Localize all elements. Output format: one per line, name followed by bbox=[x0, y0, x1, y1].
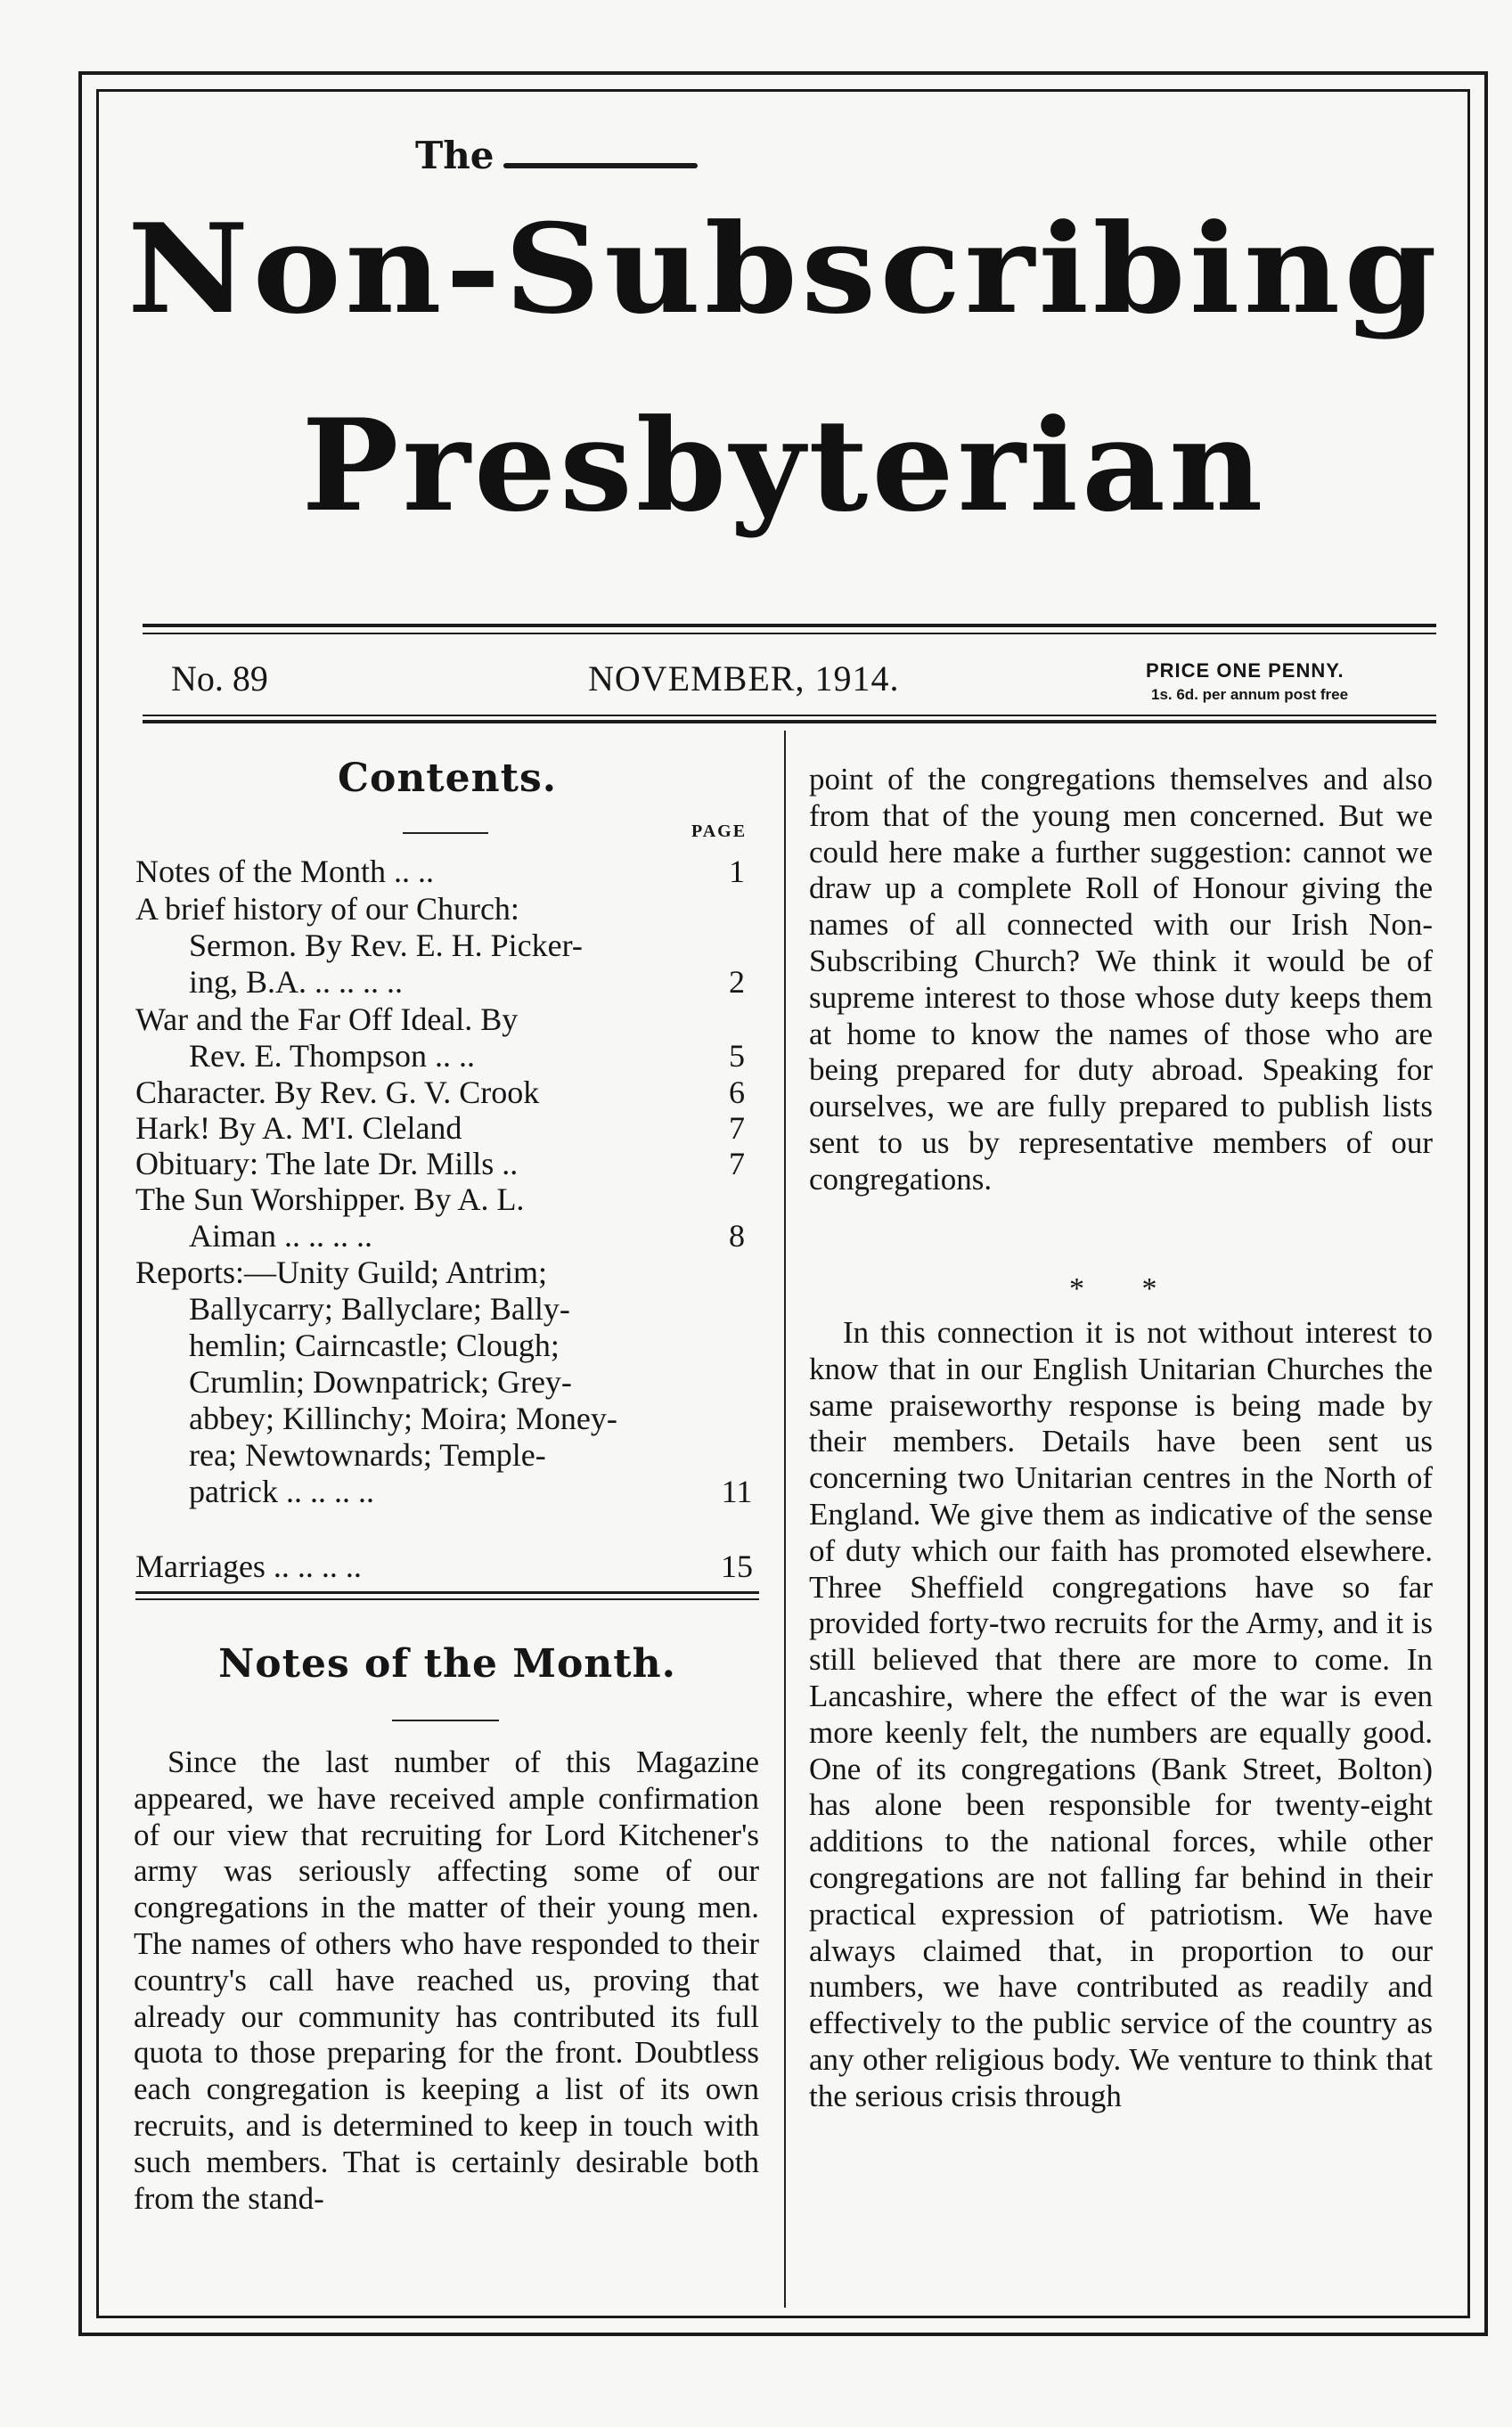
notes-left-column bbox=[134, 1745, 759, 2217]
contents-entry-page: 15 bbox=[721, 1549, 753, 1584]
contents-entry-page: 11 bbox=[721, 1474, 753, 1509]
contents-entry bbox=[135, 1146, 759, 1182]
header-rule-thick bbox=[143, 720, 1436, 723]
contents-heading: Contents. bbox=[337, 756, 558, 801]
contents-entry-line: Sermon. By Rev. E. H. Picker- bbox=[189, 927, 583, 963]
contents-entry-line: Rev. E. Thompson .. .. bbox=[189, 1038, 475, 1074]
contents-entry-page: 7 bbox=[729, 1110, 745, 1146]
contents-entry-line: Marriages .. .. .. .. bbox=[135, 1549, 362, 1584]
notes-heading-rule bbox=[392, 1720, 499, 1721]
contents-entry-page: 1 bbox=[729, 854, 745, 889]
contents-entry-line: Ballycarry; Ballyclare; Bally- bbox=[189, 1291, 570, 1327]
issue-number: No. 89 bbox=[171, 658, 268, 699]
contents-entry-line: A brief history of our Church: bbox=[135, 891, 519, 927]
section-separator-stars: * * bbox=[1069, 1272, 1182, 1305]
masthead-rule-thin bbox=[143, 633, 1436, 634]
notes-paragraph-1: Since the last number of this Magazine appeared, we have received ample confirmation of our view that recruiting for Lord Kitchener's army was seriously affecting some of our congregations in the matter of their young men. The names of others who have responded to their country's call have reached us, proving that already our community has contributed its full quota to those preparing for the front. Doubtless each congregation is keeping a list of its own recruits, and is determined to keep in touch with such members. That is certainly desirable both from the stand- bbox=[134, 1745, 759, 2216]
contents-entry-page: 6 bbox=[729, 1075, 745, 1110]
contents-entry bbox=[135, 1110, 759, 1147]
contents-entry-line: abbey; Killinchy; Moira; Money- bbox=[189, 1401, 617, 1436]
header-rule-thin bbox=[143, 715, 1436, 716]
contents-entry bbox=[135, 1254, 759, 1510]
contents-entry-page: 8 bbox=[729, 1218, 745, 1254]
notes-heading: Notes of the Month. bbox=[218, 1641, 676, 1687]
contents-rule-thick bbox=[135, 1591, 759, 1594]
masthead-the-rule bbox=[503, 163, 698, 168]
contents-entry-line: The Sun Worshipper. By A. L. bbox=[135, 1181, 525, 1217]
masthead-rule-thick bbox=[143, 624, 1436, 627]
issue-date: NOVEMBER, 1914. bbox=[588, 658, 900, 699]
contents-entry-line: Notes of the Month .. .. bbox=[135, 854, 434, 889]
contents-entry-line: Reports:—Unity Guild; Antrim; bbox=[135, 1254, 548, 1290]
issue-subscription: 1s. 6d. per annum post free bbox=[1151, 686, 1349, 703]
contents-entry bbox=[135, 1181, 759, 1254]
contents-entry-line: Aiman .. .. .. .. bbox=[189, 1218, 372, 1254]
contents-entry-line: hemlin; Cairncastle; Clough; bbox=[189, 1328, 560, 1363]
masthead-the bbox=[415, 134, 698, 177]
contents-entry-line: Character. By Rev. G. V. Crook bbox=[135, 1075, 540, 1110]
contents-entry-page: 5 bbox=[729, 1038, 745, 1074]
contents-entry-line: Crumlin; Downpatrick; Grey- bbox=[189, 1364, 572, 1400]
notes-right-column-top bbox=[809, 762, 1433, 1198]
contents-entry-line: War and the Far Off Ideal. By bbox=[135, 1001, 519, 1037]
contents-rule-thin bbox=[135, 1598, 759, 1600]
contents-entry-line: ing, B.A. .. .. .. .. bbox=[189, 964, 404, 1000]
contents-entry bbox=[135, 1001, 759, 1075]
notes-paragraph-2: In this connection it is not without interest to know that in our English Unitarian Churches the same praiseworthy response is being made by their members. Details have been sent us concerning two Unitarian centres in the North of England. We give them as indicative of the sense of duty which our faith has promoted elsewhere. Three Sheffield congregations have so far provided forty-two recruits for the Army, and it is still believed that there are more to come. In Lancashire, where the effect of the war is even more keenly felt, the numbers are equally good. One of its congregations (Bank Street, Bolton) has alone been responsible for twenty-eight additions to the national forces, while other congregations are not falling far behind in their practical expression of patriotism. We have always claimed that, in proportion to our numbers, we have contributed as readily and effectively to the public service of the country as any other religious body. We venture to think that the serious crisis through bbox=[809, 1315, 1433, 2113]
contents-entry-page: 2 bbox=[729, 964, 745, 1000]
contents-entry bbox=[135, 1549, 759, 1585]
contents-heading-rule bbox=[403, 832, 488, 834]
contents-page-label: PAGE bbox=[691, 821, 748, 841]
masthead-the-text: The bbox=[415, 134, 494, 177]
column-divider bbox=[784, 731, 786, 2308]
issue-price: PRICE ONE PENNY. bbox=[1146, 659, 1344, 682]
contents-entry bbox=[135, 854, 759, 890]
masthead-title-line-2: Presbyterian bbox=[301, 392, 1267, 540]
notes-right-column-bottom bbox=[809, 1315, 1433, 2115]
contents-entry-line: Obituary: The late Dr. Mills .. bbox=[135, 1146, 519, 1181]
contents-entry-line: Hark! By A. M'I. Cleland bbox=[135, 1110, 462, 1146]
masthead-title-line-1: Non-Subscribing bbox=[127, 196, 1442, 341]
contents-entry bbox=[135, 1075, 759, 1111]
notes-paragraph-1-continued: point of the congregations themselves and also from that of the young men concerned. But we could here make a further suggestion: cannot we draw up a complete Roll of Honour giving the names of all connected with our Irish Non-Subscribing Church? We think it would be of supreme interest to those whose duty keeps them at home to know the names of those who are being prepared for duty abroad. Speaking for ourselves, we are fully prepared to publish lists sent to us by representative members of our congregations. bbox=[809, 762, 1433, 1197]
contents-entry-line: rea; Newtownards; Temple- bbox=[189, 1437, 546, 1473]
contents-entry-line: patrick .. .. .. .. bbox=[189, 1474, 374, 1509]
contents-entry-page: 7 bbox=[729, 1146, 745, 1181]
contents-entry bbox=[135, 891, 759, 1001]
